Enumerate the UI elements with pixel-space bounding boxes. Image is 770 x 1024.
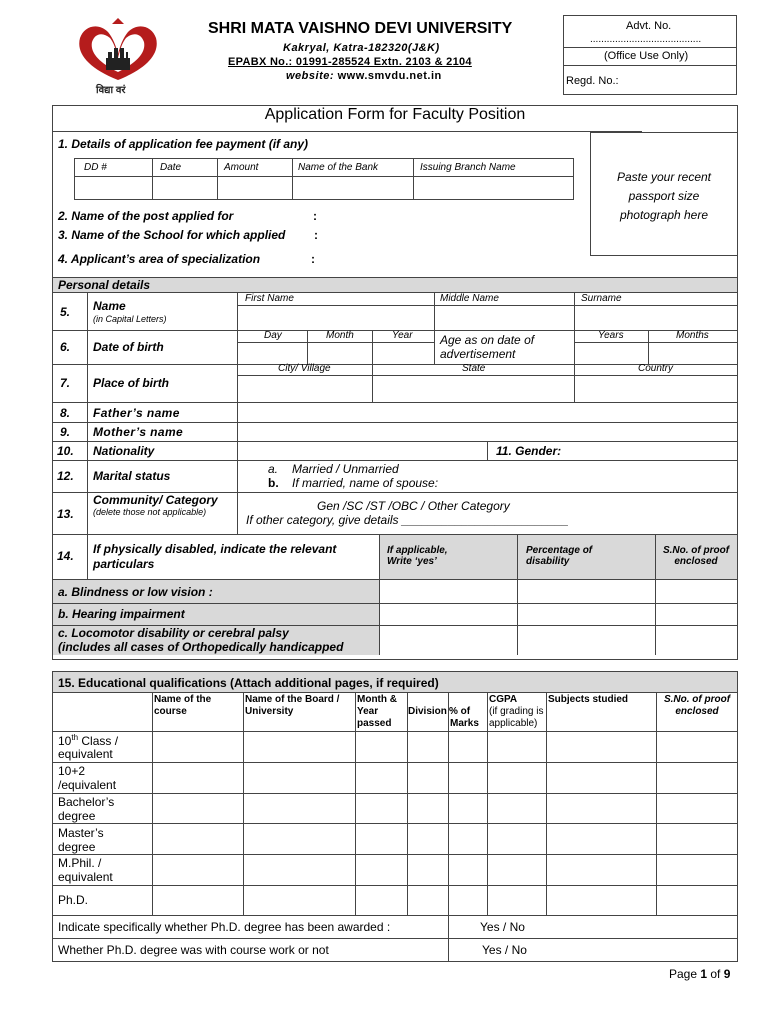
dob-label: Date of birth	[93, 340, 164, 354]
office-use-label: (Office Use Only)	[604, 50, 689, 62]
page-number: Page 1 of 9	[669, 967, 731, 981]
col-course-2: course	[154, 706, 187, 717]
disabled-label-2: particulars	[93, 557, 155, 571]
row-mphil-label-2: equivalent	[58, 870, 113, 884]
age-years-input[interactable]	[575, 343, 647, 363]
hearing-label: b. Hearing impairment	[58, 607, 185, 621]
city-label: City/ Village	[278, 363, 331, 374]
fee-dd-input[interactable]	[75, 177, 151, 199]
photo-line3: photograph here	[619, 208, 709, 222]
photo-line1: Paste your recent	[616, 170, 712, 184]
specialization-colon: :	[311, 252, 315, 266]
community-label: Community/ Category	[93, 493, 218, 507]
fee-heading: 1. Details of application fee payment (if any)	[58, 137, 309, 151]
dob-day-input[interactable]	[238, 343, 306, 363]
gender-label: 11. Gender:	[496, 444, 562, 458]
other-category-field[interactable]: If other category, give details _________________________	[246, 513, 569, 527]
advt-number-field[interactable]: ........................................	[590, 34, 702, 45]
community-sublabel: (delete those not applicable)	[93, 507, 207, 517]
col-marks-2: Marks	[450, 718, 479, 729]
blindness-label: a. Blindness or low vision :	[58, 585, 213, 599]
dob-year-label: Year	[392, 330, 413, 341]
fee-bank-input[interactable]	[293, 177, 412, 199]
dob-month-label: Month	[326, 330, 354, 341]
phd-coursework-label: Whether Ph.D. degree was with course work or not	[58, 943, 329, 957]
col-proof-2: enclosed	[675, 706, 719, 717]
photo-line2: passport size	[628, 189, 700, 203]
dob-day-label: Day	[264, 330, 282, 341]
hearing-proof-input[interactable]	[656, 604, 737, 624]
address: Kakryal, Katra-182320(J&K)	[283, 42, 440, 54]
marital-b-num: b.	[268, 476, 279, 490]
mother-name-label: Mother’s name	[93, 425, 184, 439]
locomotor-label-2: (includes all cases of Orthopedically handicapped	[58, 640, 344, 654]
name-label: Name	[93, 299, 126, 313]
fee-branch-input[interactable]	[414, 177, 573, 199]
post-applied-label: 2. Name of the post applied for	[58, 209, 234, 223]
row-bachelor-label-2: degree	[58, 809, 96, 823]
father-name-label: Father’s name	[93, 406, 180, 420]
blindness-percentage-input[interactable]	[518, 580, 654, 602]
middle-name-label: Middle Name	[440, 293, 499, 304]
fee-col-dd: DD #	[84, 162, 107, 173]
blindness-applicable-input[interactable]	[380, 580, 516, 602]
post-colon: :	[313, 209, 317, 223]
proof-label-2: enclosed	[674, 556, 718, 567]
row8-num: 8.	[60, 406, 71, 420]
col-marks-1: % of	[449, 706, 471, 717]
dob-month-input[interactable]	[308, 343, 371, 363]
website-url[interactable]: www.smvdu.net.in	[337, 70, 442, 82]
col-cgpa-1: CGPA	[489, 694, 518, 705]
hearing-percentage-input[interactable]	[518, 604, 654, 624]
state-label: State	[462, 363, 486, 374]
surname-label: Surname	[581, 293, 622, 304]
col-cgpa-3: applicable)	[489, 718, 538, 729]
university-logo	[68, 18, 168, 98]
row-mphil-label-1: M.Phil. /	[58, 856, 102, 870]
row5-num: 5.	[60, 305, 71, 319]
pob-label: Place of birth	[93, 376, 170, 390]
col-month-3: passed	[357, 718, 392, 729]
proof-label-1: S.No. of proof	[662, 545, 730, 556]
row6-num: 6.	[60, 340, 71, 354]
row-master-label-1: Master’s	[58, 826, 104, 840]
locomotor-label-1: c. Locomotor disability or cerebral palsy	[58, 626, 289, 640]
applicable-label-1: If applicable,	[387, 545, 448, 556]
first-name-label: First Name	[245, 293, 294, 304]
nationality-label: Nationality	[93, 444, 155, 458]
disabled-label-1: If physically disabled, indicate the relevant	[93, 542, 337, 556]
spouse-label: If married, name of spouse:	[292, 476, 439, 490]
country-input[interactable]	[575, 376, 737, 401]
name-sublabel: (in Capital Letters)	[93, 314, 167, 324]
regd-label: Regd. No.:	[566, 75, 619, 87]
col-subjects: Subjects studied	[548, 694, 629, 705]
father-name-input[interactable]	[238, 403, 737, 421]
spouse-name-input[interactable]	[480, 475, 735, 491]
state-input[interactable]	[373, 376, 573, 401]
marital-option[interactable]: Married / Unmarried	[292, 462, 399, 476]
row-bachelor-label-1: Bachelor’s	[58, 795, 115, 809]
row12-num: 12.	[57, 469, 74, 483]
education-heading: 15. Educational qualifications (Attach additional pages, if required)	[58, 676, 439, 690]
col-division: Division	[408, 706, 447, 717]
mother-name-input[interactable]	[238, 423, 737, 440]
gender-input[interactable]	[572, 442, 737, 459]
advt-label: Advt. No.	[626, 20, 672, 32]
col-board-1: Name of the Board /	[245, 694, 340, 705]
row-12th-label-2: /equivalent	[58, 778, 117, 792]
col-course-1: Name of the	[154, 694, 212, 705]
locomotor-applicable-input[interactable]	[380, 626, 516, 654]
col-board-2: University	[245, 706, 294, 717]
website	[286, 70, 442, 82]
applicable-label-2: Write ‘yes’	[387, 556, 437, 567]
specialization-label: 4. Applicant’s area of specialization	[58, 252, 261, 266]
logo-text: विद्या वरं	[96, 85, 126, 96]
school-colon: :	[314, 228, 318, 242]
country-label: Country	[638, 363, 674, 374]
fee-col-branch: Issuing Branch Name	[420, 162, 516, 173]
locomotor-percentage-input[interactable]	[518, 626, 654, 654]
school-applied-label: 3. Name of the School for which applied	[58, 228, 286, 242]
surname-input[interactable]	[575, 306, 737, 329]
first-name-input[interactable]	[238, 306, 433, 329]
percentage-label-1: Percentage of	[526, 545, 593, 556]
form-title: Application Form for Faculty Position	[264, 106, 526, 123]
row-10th-label-1: 10th Class /	[58, 733, 119, 748]
category-options[interactable]: Gen /SC /ST /OBC / Other Category	[317, 499, 510, 513]
row-master-label-2: degree	[58, 840, 96, 854]
col-month-2: Year	[357, 706, 379, 717]
locomotor-proof-input[interactable]	[656, 626, 737, 654]
row10-num: 10.	[57, 444, 74, 458]
age-months-label: Months	[676, 330, 709, 341]
marital-a-num: a.	[268, 462, 279, 476]
fee-col-bank: Name of the Bank	[298, 162, 379, 173]
age-label-2: advertisement	[440, 347, 516, 361]
university-name: SHRI MATA VAISHNO DEVI UNIVERSITY	[208, 20, 513, 37]
age-years-label: Years	[598, 330, 624, 341]
city-input[interactable]	[238, 376, 371, 401]
marital-label: Marital status	[93, 469, 171, 483]
row-phd-label: Ph.D.	[58, 893, 89, 907]
phd-awarded-options[interactable]: Yes / No	[480, 920, 525, 934]
row13-num: 13.	[57, 507, 74, 521]
col-month-1: Month &	[357, 694, 397, 705]
fee-col-amount: Amount	[224, 162, 259, 173]
row9-num: 9.	[60, 425, 71, 439]
middle-name-input[interactable]	[435, 306, 573, 329]
dob-year-input[interactable]	[373, 343, 433, 363]
age-label-1: Age as on date of	[440, 333, 535, 347]
phd-awarded-label: Indicate specifically whether Ph.D. degree has been awarded :	[58, 920, 391, 934]
percentage-label-2: disability	[526, 556, 570, 567]
personal-heading-bar	[53, 278, 737, 292]
hearing-applicable-input[interactable]	[380, 604, 516, 624]
epabx: EPABX No.: 01991-285524 Extn. 2103 & 2104	[228, 56, 472, 68]
blindness-proof-input[interactable]	[656, 580, 737, 602]
website-label: website:	[286, 70, 335, 82]
personal-heading: Personal details	[58, 278, 151, 292]
col-cgpa-2: (if grading is	[489, 706, 544, 717]
fee-col-date: Date	[160, 162, 182, 173]
row-12th-label-1: 10+2	[58, 764, 86, 778]
row7-num: 7.	[60, 376, 71, 390]
row14-num: 14.	[57, 549, 74, 563]
nationality-input[interactable]	[238, 442, 486, 459]
col-proof-1: S.No. of proof	[663, 694, 731, 705]
fee-amount-input[interactable]	[218, 177, 291, 199]
age-months-input[interactable]	[649, 343, 737, 363]
phd-coursework-options[interactable]: Yes / No	[482, 943, 527, 957]
fee-date-input[interactable]	[153, 177, 216, 199]
row-10th-label-2: equivalent	[58, 747, 113, 761]
